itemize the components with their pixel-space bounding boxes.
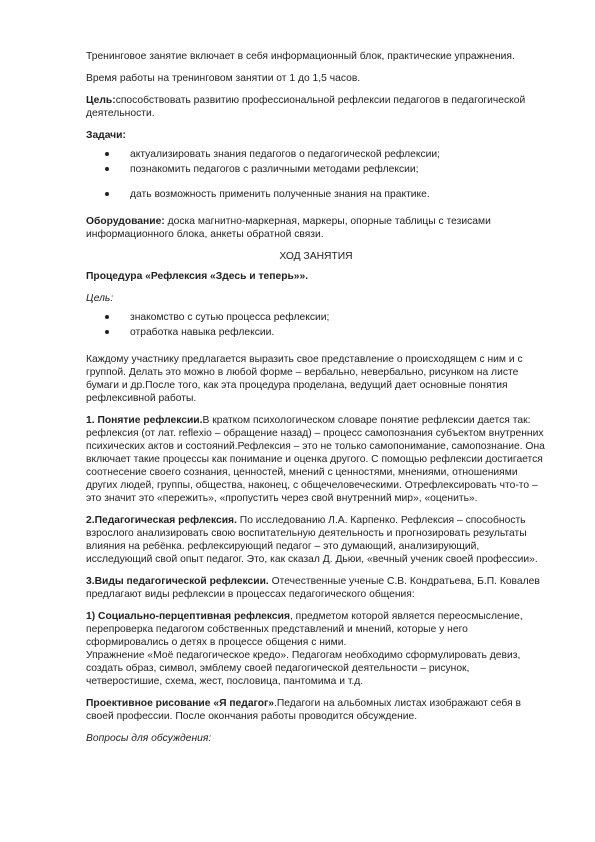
list-item: дать возможность применить полученные знания на практике. [86,188,546,201]
section1-text: В кратком психологическом словаре понятие рефлексии дается так: рефлексия (от лат. reflexio – обращение назад) – процесс самопознания субъектом внутренних психических актов и состояний.Рефлексия – это не только самопонимание, самопознание. Она включает такие процессы как понимание и оценка другого. С помощью рефлексии достигается соотнесение своего сознания, ценностей, мнений с ценностями, мнениями, отношениями других людей, группы, общества, наконец, с общечеловеческими. Отрефлексировать что-то – это значит это «пережить», «пропустить через свой внутренний мир», «оценить». [86,415,545,504]
socio-label: 1) Социально-перцептивная рефлексия [86,611,290,622]
section3-paragraph [86,575,546,601]
section2-paragraph [86,514,546,566]
tasks-list [86,148,546,201]
socio-exercise: Упражнение «Моё педагогическое кредо». Педагогам необходимо сформулировать девиз, создать образ, символ, эмблему своей педагогической деятельности – рисунок, четверостишие, схема, жест, пословица, пантомима и т.д. [86,650,521,687]
procedure-list [86,311,546,339]
equipment-paragraph [86,215,546,241]
procedure-goal-label: Цель: [86,293,114,304]
duration-paragraph: Время работы на тренинговом занятии от 1 до 1,5 часов. [86,73,361,84]
list-item: познакомить педагогов с различными методами рефлексии; [86,163,546,176]
section3-text: Отечественные ученые С.В. Кондратьева, Б.П. Ковалев предлагают виды рефлексии в процессах педагогического общения: [86,576,540,600]
tasks-heading: Задачи: [86,130,126,141]
section1-label: 1. Понятие рефлексии. [86,415,203,426]
goal-paragraph [86,94,546,120]
list-item: актуализировать знания педагогов о педагогической рефлексии; [86,148,546,161]
projective-paragraph [86,697,546,723]
participant-paragraph: Каждому участнику предлагается выразить свое представление о происходящем с ним и с группой. Делать это можно в любой форме – вербально, невербально, рисунком на листе бумаги и др.После того, как эта процедура проделана, ведущий дает основные понятия рефлексивной работы. [86,354,523,404]
intro-paragraph: Тренинговое занятие включает в себя информационный блок, практические упражнения. [86,51,515,62]
equipment-label: Оборудование: [86,216,165,227]
projective-label: Проективное рисование «Я педагог» [86,698,275,709]
section3-label: 3.Виды педагогической рефлексии. [86,576,269,587]
goal-label: Цель: [86,95,116,106]
questions-label: Вопросы для обсуждения: [86,733,212,744]
list-item: знакомство с сутью процесса рефлексии; [86,311,546,324]
goal-text: способствовать развитию профессиональной рефлексии педагогов в педагогической деятельности. [86,95,526,119]
procedure-title: Процедура «Рефлексия «Здесь и теперь»». [86,271,309,282]
socio-paragraph [86,610,546,688]
course-heading: ХОД ЗАНЯТИЯ [279,251,353,262]
projective-text: .Педагоги на альбомных листах изображают себя в своей профессии. После окончания работы проводится обсуждение. [86,698,522,722]
list-item: отработка навыка рефлексии. [86,326,546,339]
section2-label: 2.Педагогическая рефлексия. [86,515,237,526]
equipment-text: доска магнитно-маркерная, маркеры, опорные таблицы с тезисами информационного блока, анкеты обратной связи. [86,216,491,240]
socio-text: , предметом которой является переосмысление, перепроверка педагогом собственных представлений и мнений, которые у него сформировались о детях в процессе общения с ними. [86,611,523,648]
section1-paragraph [86,414,546,505]
document-page [86,50,546,754]
section2-text: По исследованию Л.А. Карпенко. Рефлексия – способность взрослого анализировать свою воспитательную деятельность и прогнозировать результаты влияния на ребёнка. рефлексирующий педагог – это думающий, анализирующий, исследующий свой опыт педагог. Это, как сказал Д. Дьюи, «вечный ученик своей профессии». [86,515,538,565]
